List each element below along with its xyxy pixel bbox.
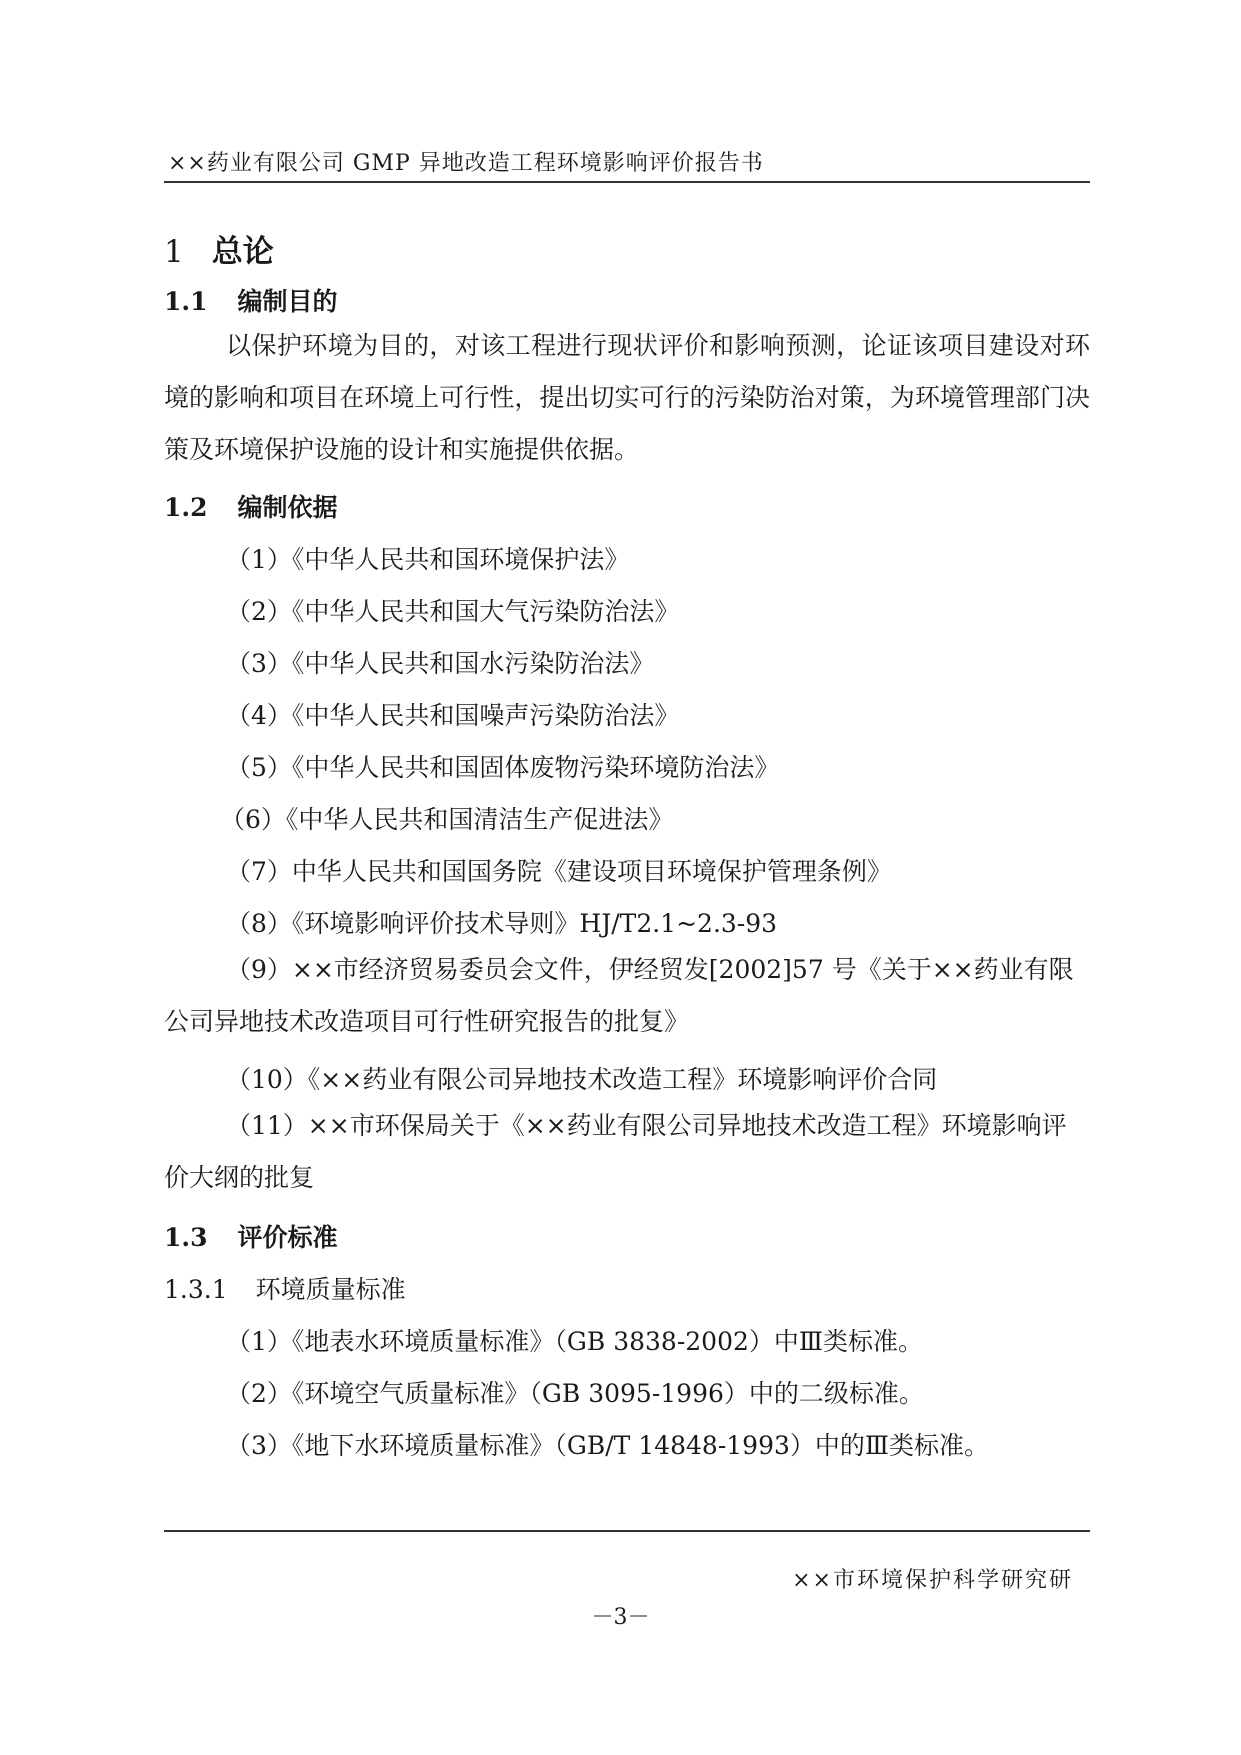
footer-rule <box>164 1530 1090 1532</box>
subsection-heading <box>164 1270 406 1306</box>
basis-item: （10）《××药业有限公司异地技术改造工程》环境影响评价合同 <box>226 1065 938 1094</box>
standard-item: （3）《地下水环境质量标准》（GB/T 14848-1993）中的Ⅲ类标准。 <box>226 1431 990 1460</box>
section-heading <box>164 1218 338 1254</box>
page-header-title: ××药业有限公司 GMP 异地改造工程环境影响评价报告书 <box>168 151 764 176</box>
header-rule <box>164 181 1090 183</box>
section-number: 1.1 <box>164 287 208 316</box>
chapter-title <box>164 226 274 271</box>
basis-item: （5）《中华人民共和国固体废物污染环境防治法》 <box>226 753 780 782</box>
basis-item: （8）《环境影响评价技术导则》HJ/T2.1~2.3-93 <box>226 909 778 938</box>
basis-item: （2）《中华人民共和国大气污染防治法》 <box>226 597 680 626</box>
basis-item: （3）《中华人民共和国水污染防治法》 <box>226 649 655 678</box>
subsection-name: 环境质量标准 <box>255 1275 406 1304</box>
basis-item: （1）《中华人民共和国环境保护法》 <box>226 545 630 574</box>
chapter-number: 1 <box>164 234 184 270</box>
section-name: 编制依据 <box>237 493 338 522</box>
section-name: 评价标准 <box>237 1223 338 1252</box>
section-heading <box>164 488 338 524</box>
subsection-number: 1.3.1 <box>164 1275 228 1304</box>
basis-item: （9）××市经济贸易委员会文件，伊经贸发[2002]57 号《关于××药业有限公司异地技术改造项目可行性研究报告的批复》 <box>164 955 1074 1036</box>
section-number: 1.3 <box>164 1223 208 1252</box>
chapter-name: 总论 <box>211 234 274 270</box>
footer-organization: ××市环境保护科学研究研 <box>792 1568 1073 1593</box>
basis-item: （6）《中华人民共和国清洁生产促进法》 <box>220 805 674 834</box>
basis-item: （4）《中华人民共和国噪声污染防治法》 <box>226 701 680 730</box>
basis-item: （7）中华人民共和国国务院《建设项目环境保护管理条例》 <box>226 857 892 886</box>
page-number: －3－ <box>591 1605 650 1630</box>
section-number: 1.2 <box>164 493 208 522</box>
purpose-paragraph: 以保护环境为目的，对该工程进行现状评价和影响预测，论证该项目建设对环境的影响和项目在环境上可行性，提出切实可行的污染防治对策，为环境管理部门决策及环境保护设施的设计和实施提供依据。 <box>164 331 1090 464</box>
standard-item: （2）《环境空气质量标准》（GB 3095-1996）中的二级标准。 <box>226 1379 924 1408</box>
basis-item: （11）××市环保局关于《××药业有限公司异地技术改造工程》环境影响评价大纲的批复 <box>164 1111 1067 1192</box>
section-name: 编制目的 <box>237 287 338 316</box>
standard-item: （1）《地表水环境质量标准》（GB 3838-2002）中Ⅲ类标准。 <box>226 1327 923 1356</box>
section-heading <box>164 282 338 318</box>
